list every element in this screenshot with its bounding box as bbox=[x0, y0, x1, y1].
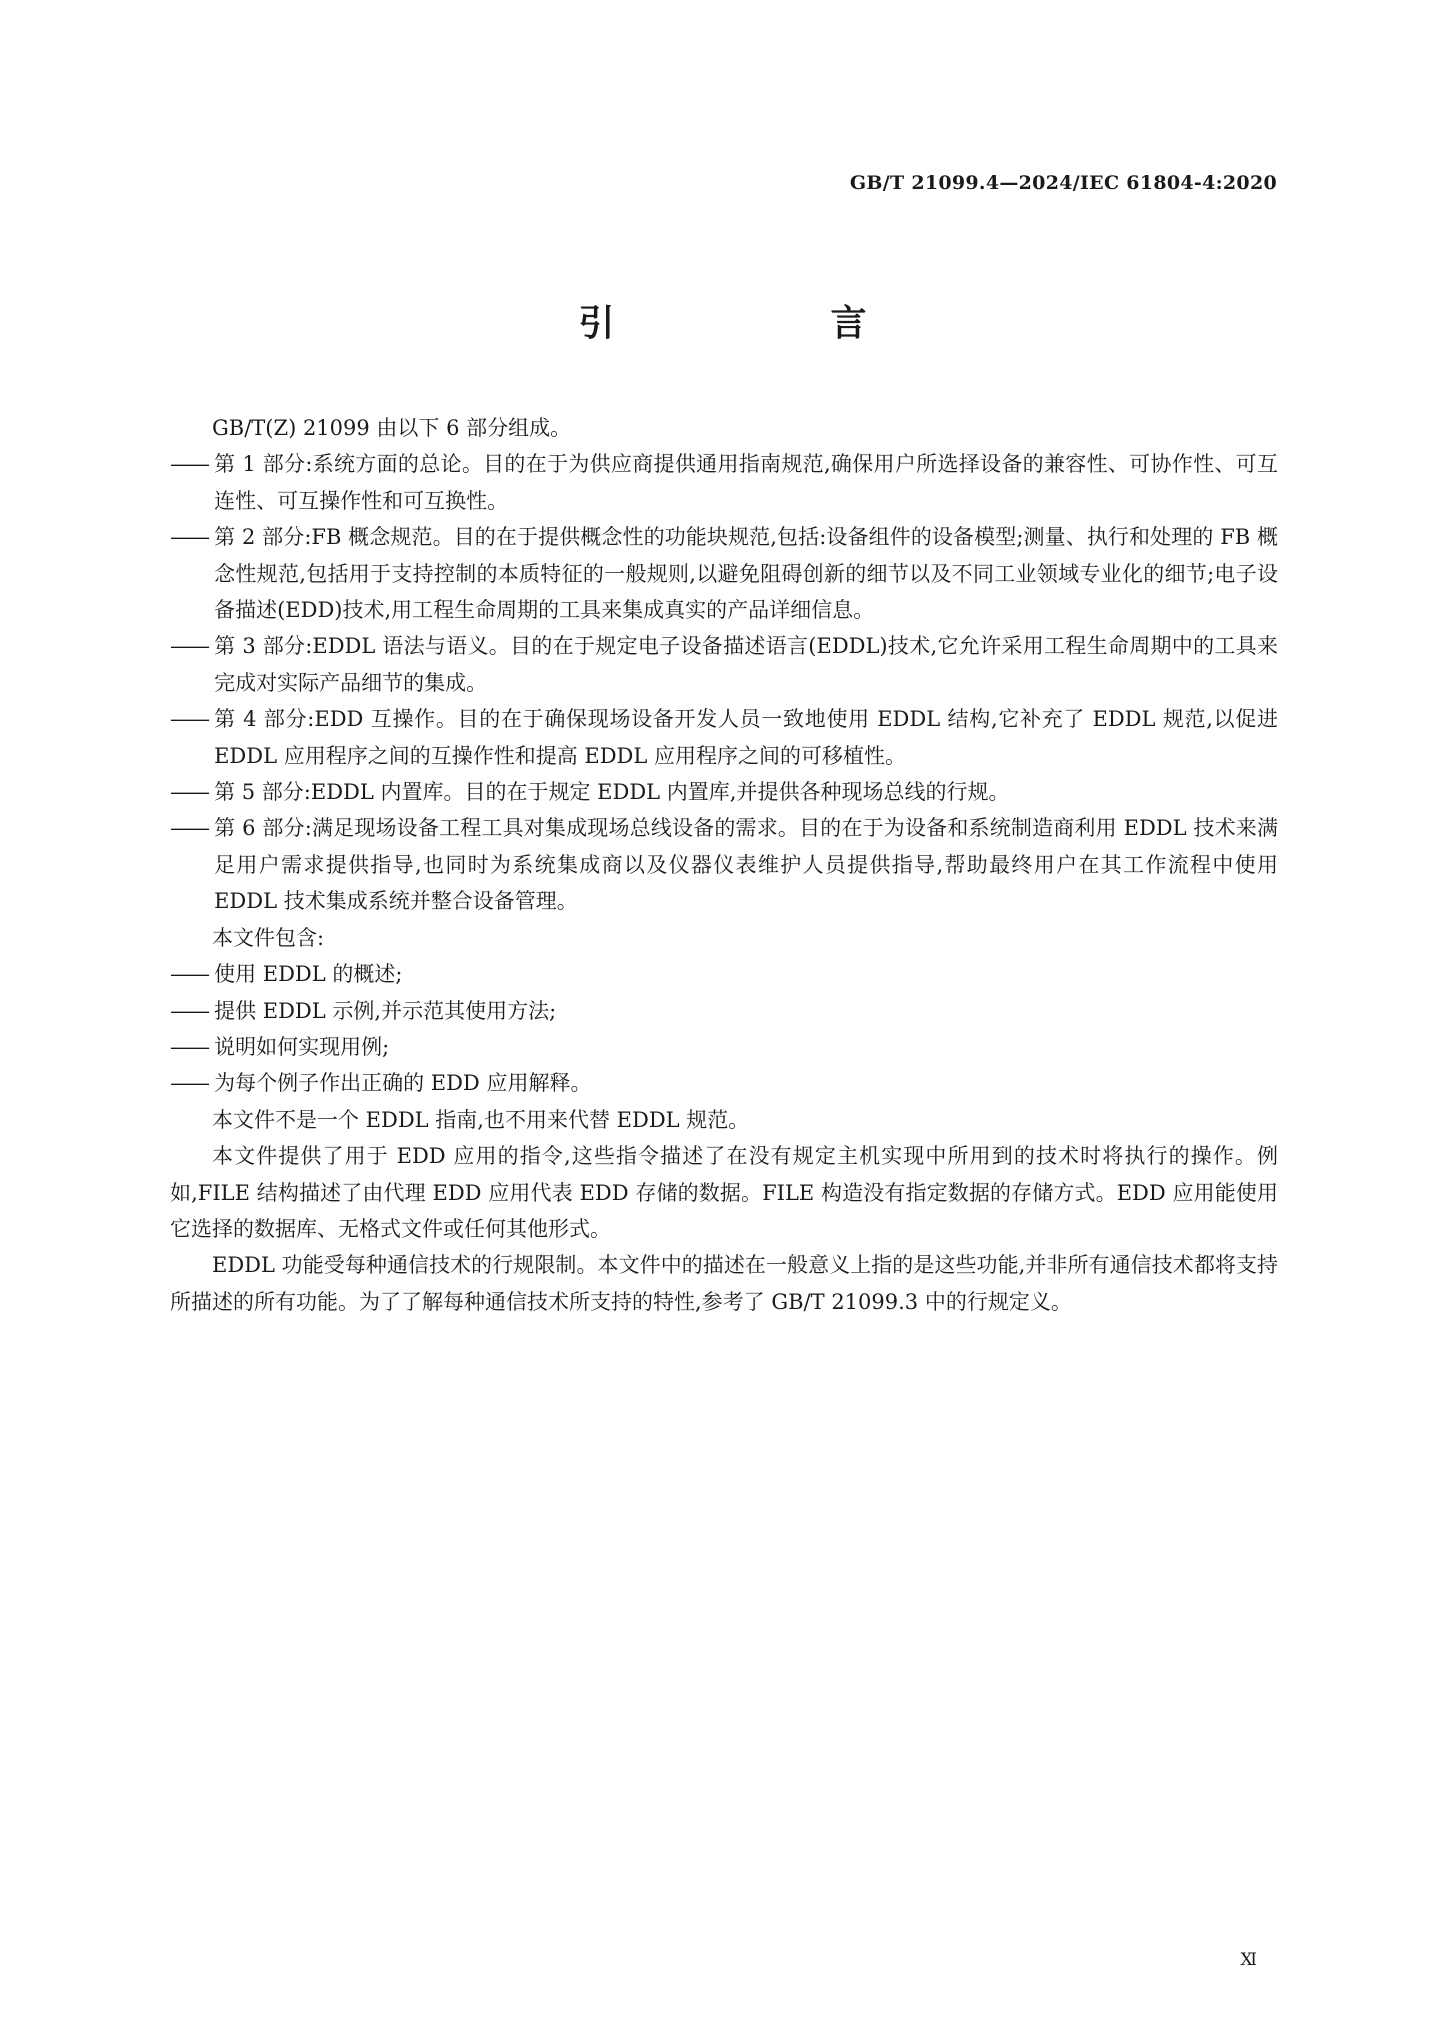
body-paragraph: 本文件不是一个 EDDL 指南,也不用来代替 EDDL 规范。 bbox=[212, 1107, 750, 1132]
contains-intro: 本文件包含: bbox=[212, 925, 325, 950]
list-item-text: 第 3 部分:EDDL 语法与语义。目的在于规定电子设备描述语言(EDDL)技术,它允许采用工程生命周期中的工具来完成对实际产品细节的集成。 bbox=[214, 634, 1278, 695]
list-item-part-1 bbox=[170, 446, 1278, 519]
list-item-text: 第 2 部分:FB 概念规范。目的在于提供概念性的功能块规范,包括:设备组件的设备模型;测量、执行和处理的 FB 概念性规范,包括用于支持控制的本质特征的一般规则,以避免阻碍创新的细节以及不同工业领域专业化的细节;电子设备描述(EDD)技术,用工程生命周期的工具来集成真实的产品详细信息。 bbox=[214, 525, 1278, 623]
list-item-text: 第 5 部分:EDDL 内置库。目的在于规定 EDDL 内置库,并提供各种现场总线的行规。 bbox=[214, 780, 1010, 805]
body-paragraph: 本文件提供了用于 EDD 应用的指令,这些指令描述了在没有规定主机实现中所用到的技术时将执行的操作。例如,FILE 结构描述了由代理 EDD 应用代表 EDD 存储的数据。FILE 构造没有指定数据的存储方式。EDD 应用能使用它选择的数据库、无格式文件或任何其他形式。 bbox=[170, 1144, 1278, 1241]
list-item-text: 第 4 部分:EDD 互操作。目的在于确保现场设备开发人员一致地使用 EDDL 结构,它补充了 EDDL 规范,以促进 EDDL 应用程序之间的互操作性和提高 EDDL 应用程序之间的可移植性。 bbox=[214, 707, 1278, 768]
list-item-part-3 bbox=[170, 628, 1278, 701]
list-item-part-6 bbox=[170, 810, 1278, 919]
page-title: 引 言 bbox=[578, 302, 957, 344]
list-item-contains-3 bbox=[170, 1029, 1278, 1065]
page-number: Ⅺ bbox=[1240, 1950, 1257, 1970]
list-item-text: 第 6 部分:满足现场设备工程工具对集成现场总线设备的需求。目的在于为设备和系统制造商利用 EDDL 技术来满足用户需求提供指导,也同时为系统集成商以及仪器仪表维护人员提供指导,帮助最终用户在其工作流程中使用 EDDL 技术集成系统并整合设备管理。 bbox=[214, 816, 1278, 914]
dash-marker: —— bbox=[170, 634, 208, 659]
dash-marker: —— bbox=[170, 780, 208, 805]
dash-marker: —— bbox=[170, 1034, 208, 1059]
list-item-part-2 bbox=[170, 519, 1278, 628]
list-item-text: 为每个例子作出正确的 EDD 应用解释。 bbox=[214, 1071, 592, 1096]
dash-marker: —— bbox=[170, 452, 208, 477]
list-item-text: 使用 EDDL 的概述; bbox=[214, 962, 403, 987]
list-item-part-5 bbox=[170, 774, 1278, 810]
list-item-text: 第 1 部分:系统方面的总论。目的在于为供应商提供通用指南规范,确保用户所选择设备的兼容性、可协作性、可互连性、可互操作性和可互换性。 bbox=[214, 452, 1278, 513]
list-item-contains-4 bbox=[170, 1065, 1278, 1101]
list-item-text: 提供 EDDL 示例,并示范其使用方法; bbox=[214, 998, 557, 1023]
dash-marker: —— bbox=[170, 816, 208, 841]
list-item-contains-1 bbox=[170, 956, 1278, 992]
dash-marker: —— bbox=[170, 998, 208, 1023]
dash-marker: —— bbox=[170, 962, 208, 987]
header-code: GB/T 21099.4—2024/IEC 61804-4:2020 bbox=[849, 172, 1277, 194]
list-item-text: 说明如何实现用例; bbox=[214, 1034, 390, 1059]
list-item-contains-2 bbox=[170, 993, 1278, 1029]
document-body bbox=[170, 410, 1278, 1320]
intro-paragraph: GB/T(Z) 21099 由以下 6 部分组成。 bbox=[212, 416, 572, 440]
dash-marker: —— bbox=[170, 525, 208, 550]
list-item-part-4 bbox=[170, 701, 1278, 774]
body-paragraph: EDDL 功能受每种通信技术的行规限制。本文件中的描述在一般意义上指的是这些功能,并非所有通信技术都将支持所描述的所有功能。为了了解每种通信技术所支持的特性,参考了 GB/T 21099.3 中的行规定义。 bbox=[170, 1253, 1278, 1314]
dash-marker: —— bbox=[170, 1071, 208, 1096]
dash-marker: —— bbox=[170, 707, 208, 732]
